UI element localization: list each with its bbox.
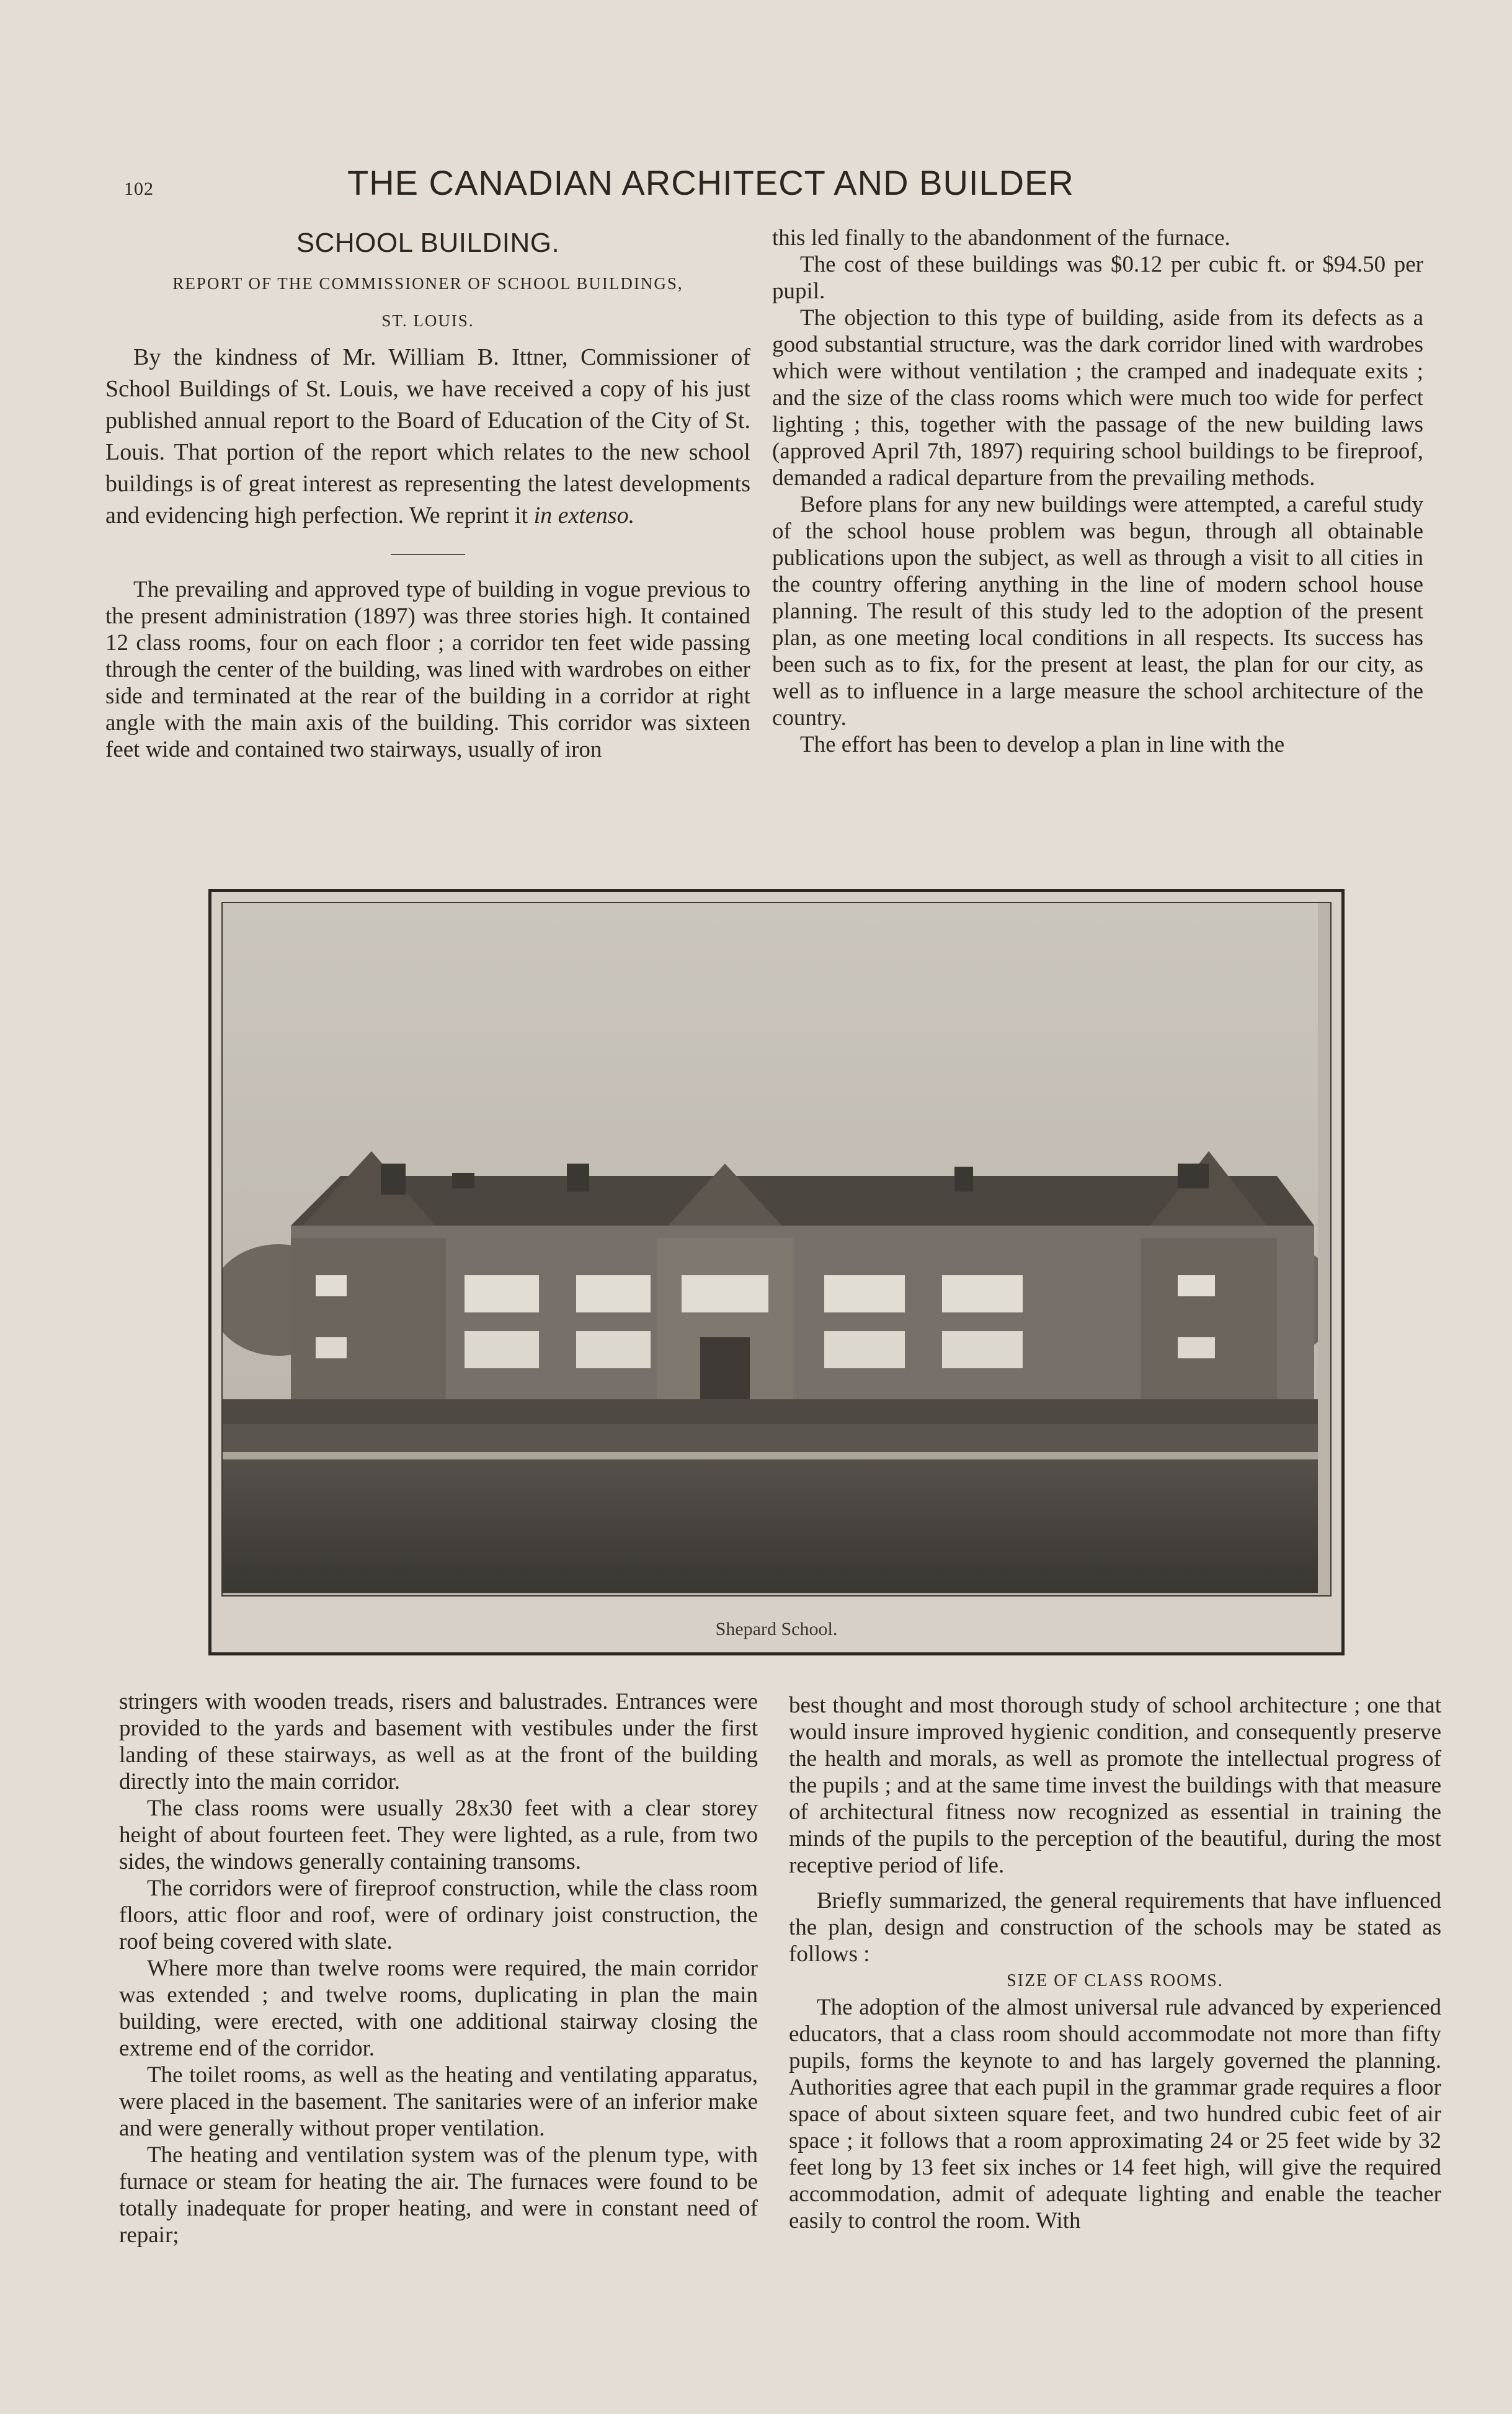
- top-left-column: [105, 229, 750, 763]
- intro-text: By the kindness of Mr. William B. Ittner, Commissioner of School Buildings of St. Louis, we have received a copy of his just published annual report to the Board of Education of the City of St. Louis. That portion of the report which relates to the new school buildings is of great interest as representing the latest developments and evidencing high perfection. We reprint it: [105, 344, 750, 528]
- body-paragraph: The prevailing and approved type of building in vogue previous to the present administration (1897) was three stories high. It contained 12 class rooms, four on each floor ; a corridor ten feet wide passing through the center of the building, was lined with wardrobes on either side and terminated at the rear of the building in a corridor at right angle with the main axis of the building. This corridor was sixteen feet wide and contained two stairways, usually of iron: [105, 577, 750, 762]
- body-paragraph: The cost of these buildings was $0.12 per cubic ft. or $94.50 per pupil.: [772, 252, 1423, 304]
- body-paragraph: Where more than twelve rooms were required, the main corridor was extended ; and twelve rooms, duplicating in plan the main building, were erected, with one additional stairway closing the extreme end of the corridor.: [119, 1956, 758, 2061]
- body-paragraph: The effort has been to develop a plan in line with the: [800, 732, 1285, 757]
- page-number: 102: [124, 179, 154, 199]
- body-paragraph: Before plans for any new buildings were attempted, a careful study of the school house problem was begun, through all obtainable publications upon the subject, as well as through a visit to all cities in the country offering anything in the line of modern school house planning. The result of this study led to the adoption of the present plan, as one meeting local conditions in all respects. Its success has been such as to fix, for the present at least, the plan for our city, as well as to influence in a large measure the school architecture of the country.: [772, 492, 1423, 731]
- photo-caption: Shepard School.: [715, 1619, 838, 1639]
- article-title: SCHOOL BUILDING.: [296, 228, 560, 258]
- body-paragraph: The adoption of the almost universal rule advanced by experienced educators, that a class room should accommodate not more than fifty pupils, forms the keynote to and has largely governed the planning. Authorities agree that each pupil in the grammar grade requires a floor space of about sixteen square feet, and two hundred cubic feet of air space ; it follows that a room approximating 24 or 25 feet wide by 32 feet long by 13 feet six inches or 14 feet high, will give the required accommodation, admit of adequate lighting and enable the teacher easily to control the room. With: [789, 1995, 1441, 2234]
- article-subtitle-line1: REPORT OF THE COMMISSIONER OF SCHOOL BUILDINGS,: [172, 274, 683, 293]
- body-paragraph: Briefly summarized, the general requirements that have influenced the plan, design and construction of the schools may be stated as follows :: [789, 1888, 1441, 1967]
- school-building-illustration: [223, 903, 1318, 1593]
- section-divider: [391, 554, 465, 555]
- article-subtitle-line2: ST. LOUIS.: [381, 311, 474, 330]
- bottom-right-column: [789, 1692, 1441, 2234]
- body-paragraph: The heating and ventilation system was of the plenum type, with furnace or steam for heating the air. The furnaces were found to be totally inadequate for proper heating, and were in constant need of repair;: [119, 2142, 758, 2248]
- body-paragraph: The class rooms were usually 28x30 feet with a clear storey height of about fourteen feet. They were lighted, as a rule, from two sides, the windows generally containing transoms.: [119, 1796, 758, 1874]
- body-paragraph: The corridors were of fireproof construction, while the class room floors, attic floor and roof, were of ordinary joist construction, the roof being covered with slate.: [119, 1876, 758, 1954]
- intro-emphasis: in extenso.: [533, 502, 635, 528]
- section-heading: SIZE OF CLASS ROOMS.: [1007, 1971, 1224, 1990]
- body-paragraph: this led finally to the abandonment of the furnace.: [772, 225, 1230, 251]
- body-paragraph: stringers with wooden treads, risers and balustrades. Entrances were provided to the yards and basement with vestibules under the first landing of these stairways, as well as at the front of the building directly into the main corridor.: [119, 1689, 758, 1794]
- body-paragraph: The toilet rooms, as well as the heating and ventilating apparatus, were placed in the basement. The sanitaries were of an inferior make and were generally without proper ventilation.: [119, 2062, 758, 2141]
- top-right-column: [772, 225, 1423, 758]
- intro-paragraph: [105, 342, 750, 532]
- body-paragraph: The objection to this type of building, aside from its defects as a good substantial structure, was the dark corridor lined with wardrobes which were without ventilation ; the cramped and inadequate exits ; and the size of the class rooms which were much too wide for perfect lighting ; this, together with the passage of the new building laws (approved April 7th, 1897) requiring school buildings to be fireproof, demanded a radical departure from the prevailing methods.: [772, 305, 1423, 491]
- photo-plate: [208, 889, 1345, 1655]
- school-photograph: [221, 902, 1332, 1597]
- publication-title: THE CANADIAN ARCHITECT AND BUILDER: [347, 163, 1074, 202]
- body-paragraph: best thought and most thorough study of school architecture ; one that would insure improved hygienic condition, and consequently preserve the health and morals, as well as promote the intellectual progress of the pupils ; and at the same time invest the buildings with that measure of architectural fitness now recognized as essential in training the minds of the pupils to the perception of the beautiful, during the most receptive period of life.: [789, 1693, 1441, 1878]
- bottom-left-column: [119, 1688, 758, 2248]
